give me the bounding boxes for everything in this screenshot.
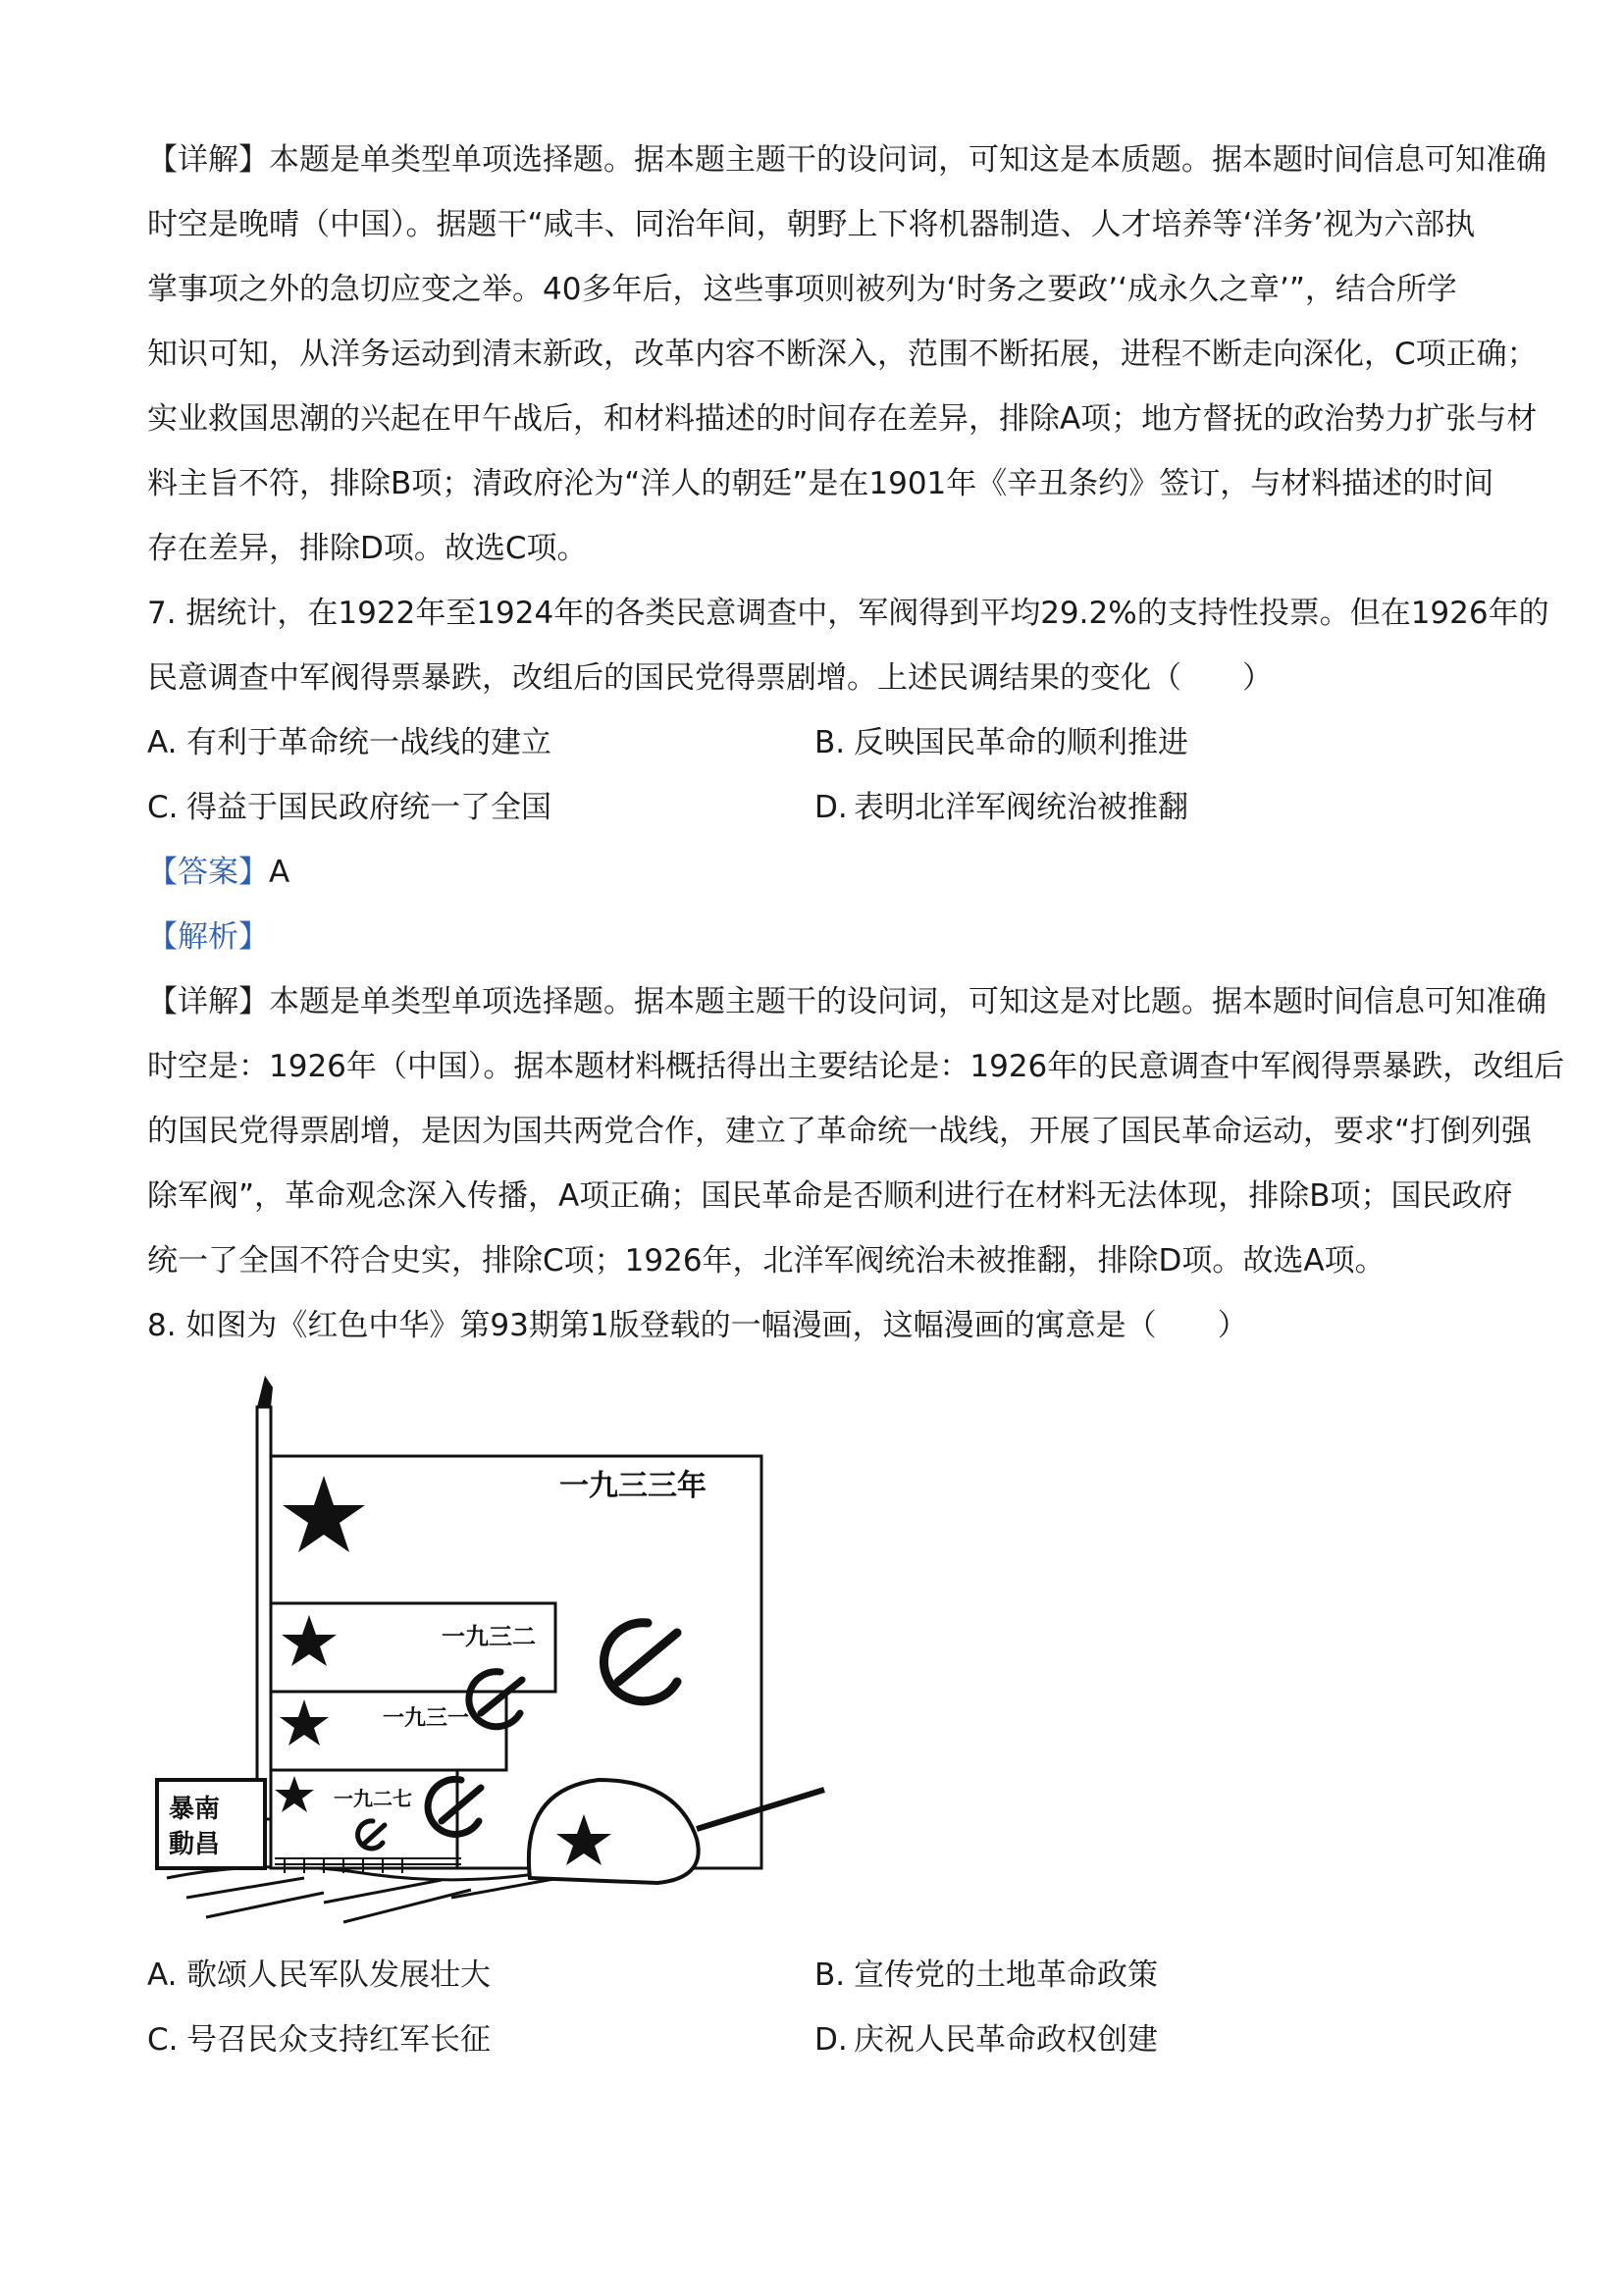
q7-detail-line: 除军阀”，革命观念深入传播，A项正确；国民革命是否顺利进行在材料无法体现，排除B项；国民政府 — [147, 1178, 1513, 1214]
q8-option-b: B. 宣传党的土地革命政策 — [814, 1957, 1158, 1993]
q7-option-a: A. 有利于革命统一战线的建立 — [147, 725, 551, 760]
q7-detail-line: 时空是：1926年（中国）。据本题材料概括得出主要结论是：1926年的民意调查中军阀得票暴跌，改组后 — [147, 1049, 1565, 1084]
q8-option-d: D. 庆祝人民革命政权创建 — [814, 2022, 1158, 2058]
q8-options — [147, 1943, 1482, 2072]
document-page — [147, 128, 1565, 2072]
q7-stem-line: 7. 据统计，在1922年至1924年的各类民意调查中，军阀得到平均29.2%的支持性投票。但在1926年的 — [147, 596, 1549, 631]
q7-analysis-label — [147, 905, 1482, 969]
flag-pole — [257, 1407, 271, 1819]
sign-line-1: 暴南 — [169, 1795, 221, 1824]
q7-answer — [147, 840, 1482, 905]
q8-option-c: C. 号召民众支持红军长征 — [147, 2022, 491, 2058]
q7-detail-line: 的国民党得票剧增，是因为国共两党合作，建立了革命统一战线，开展了国民革命运动，要求“打倒列强 — [147, 1114, 1533, 1149]
answer-value: A — [269, 855, 290, 890]
q8-stem — [147, 1293, 1482, 1358]
q7-stem-line: 民意调查中军阀得票暴跌，改组后的国民党得票剧增。上述民调结果的变化（ ） — [147, 660, 1273, 696]
answer-label: 【答案】 — [147, 855, 269, 890]
q7-detail-line: 【详解】本题是单类型单项选择题。据本题主题干的设问词，可知这是对比题。据本题时间信息可知准确 — [147, 984, 1546, 1019]
q7-detail-paragraph — [147, 969, 1565, 1293]
flag-1932-label: 一九三二 — [442, 1623, 536, 1650]
q7-stem — [147, 581, 1549, 710]
q6-detail-line: 料主旨不符，排除B项；清政府沦为“洋人的朝廷”是在1901年《辛丑条约》签订，与材料描述的时间 — [147, 466, 1494, 501]
sign-line-2: 動昌 — [169, 1830, 221, 1859]
comic-illustration — [147, 1368, 834, 1937]
q6-detail-paragraph — [147, 128, 1546, 581]
q6-detail-line: 存在差异，排除D项。故选C项。 — [147, 531, 588, 566]
pole-tip — [257, 1376, 273, 1407]
q7-option-c: C. 得益于国民政府统一了全国 — [147, 790, 551, 825]
q8-option-a: A. 歌颂人民军队发展壮大 — [147, 1957, 491, 1993]
q6-detail-line: 掌事项之外的急切应变之举。40多年后，这些事项则被列为‘时务之要政’‘成永久之章’”，结合所学 — [147, 272, 1457, 307]
q6-detail-line: 时空是晚晴（中国）。据题干“咸丰、同治年间，朝野上下将机器制造、人才培养等‘洋务’视为六部执 — [147, 207, 1476, 242]
q7-option-d: D. 表明北洋军阀统治被推翻 — [814, 790, 1188, 825]
q8-stem-line: 8. 如图为《红色中华》第93期第1版登载的一幅漫画，这幅漫画的寓意是（ ） — [147, 1308, 1248, 1343]
q6-detail-line: 实业救国思潮的兴起在甲午战后，和材料描述的时间存在差异，排除A项；地方督抚的政治势力扩张与材 — [147, 401, 1538, 437]
q7-option-b: B. 反映国民革命的顺利推进 — [814, 725, 1188, 760]
flag-1933-label: 一九三三年 — [559, 1469, 707, 1503]
flag-1927-label: 一九二七 — [334, 1787, 412, 1810]
comic-drawing — [147, 1368, 834, 1937]
q7-options — [147, 710, 1482, 840]
analysis-label: 【解析】 — [147, 919, 269, 955]
q6-detail-line: 知识可知，从洋务运动到清末新政，改革内容不断深入，范围不断拓展，进程不断走向深化，C项正确； — [147, 337, 1538, 372]
q6-detail-line: 【详解】本题是单类型单项选择题。据本题主题干的设问词，可知这是本质题。据本题时间信息可知准确 — [147, 142, 1546, 178]
q7-detail-line: 统一了全国不符合史实，排除C项；1926年，北洋军阀统治未被推翻，排除D项。故选A项。 — [147, 1243, 1386, 1278]
flag-1931-label: 一九三一 — [383, 1706, 470, 1731]
